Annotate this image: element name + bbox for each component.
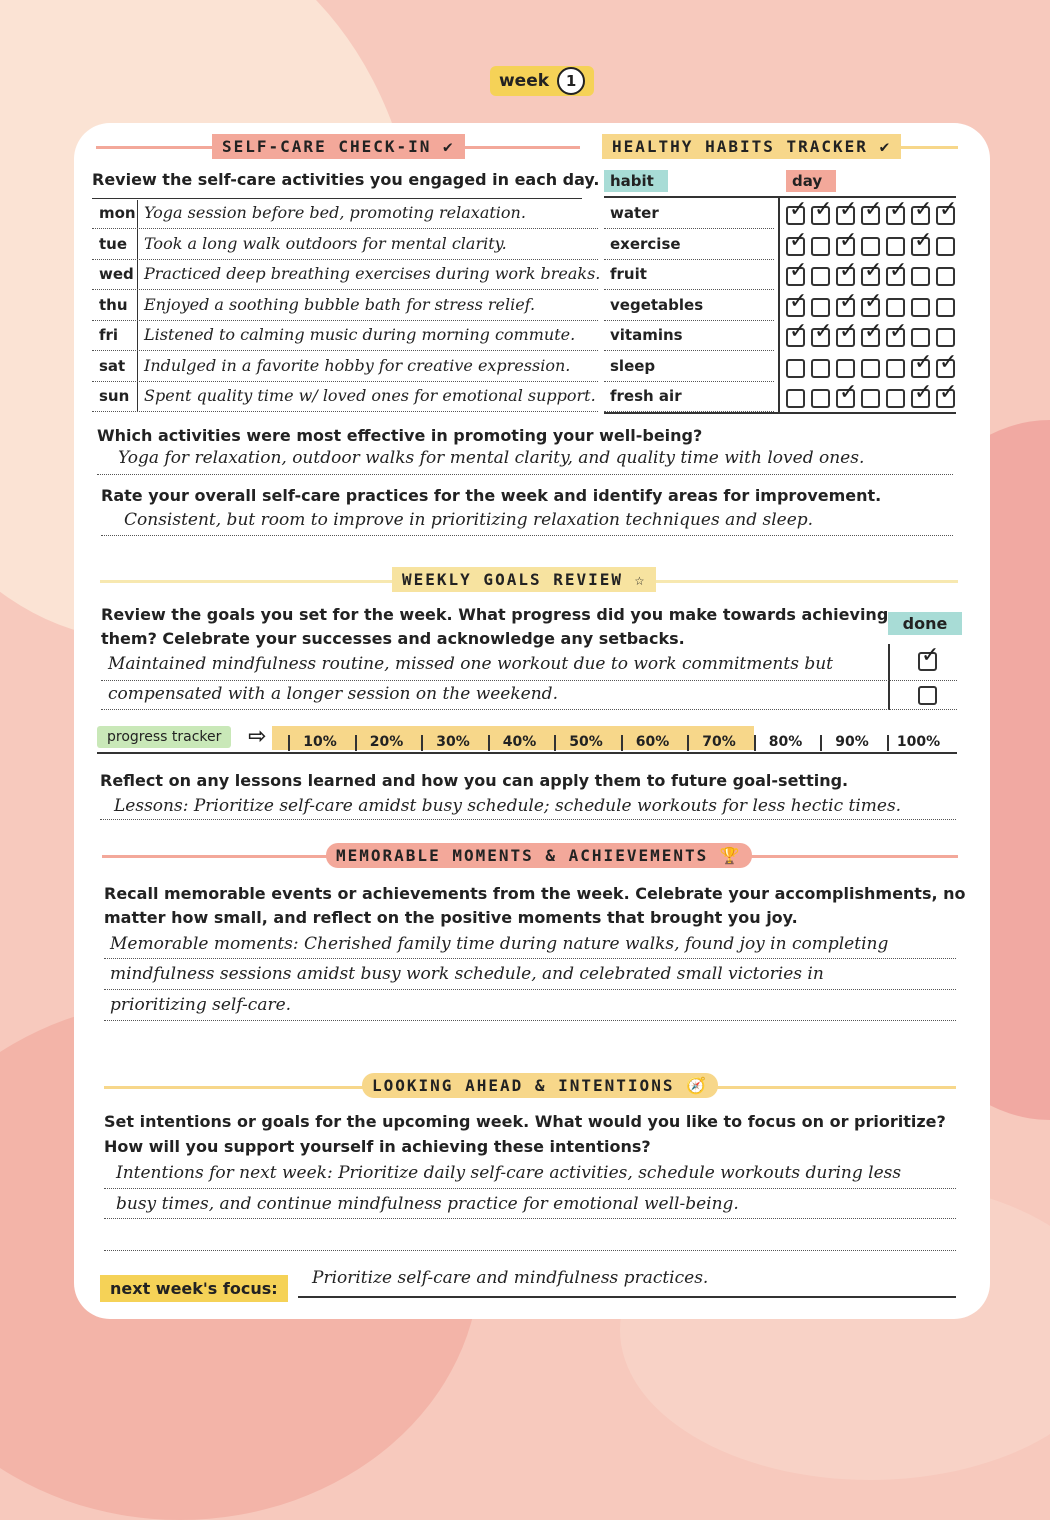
day-label: wed <box>99 265 134 283</box>
ahead-question-line2: How will you support yourself in achieving these intentions? <box>104 1137 651 1156</box>
habit-day-checkbox[interactable] <box>936 237 955 256</box>
progress-tick <box>820 735 822 751</box>
habit-rule <box>604 350 774 351</box>
done-divider <box>888 644 890 710</box>
day-label: fri <box>99 326 119 344</box>
habit-day-checkbox[interactable] <box>811 237 830 256</box>
habit-rule <box>604 228 774 229</box>
habit-day-checkbox[interactable] <box>886 389 905 408</box>
habit-name: water <box>610 204 659 222</box>
progress-tick <box>355 735 357 751</box>
habit-day-checkbox[interactable] <box>886 267 905 286</box>
progress-step-label: 90% <box>835 734 869 750</box>
habit-name: vitamins <box>610 326 683 344</box>
ahead-question-line1: Set intentions or goals for the upcoming week. What would you like to focus on or prioritize? <box>104 1112 946 1131</box>
ahead-answer-line1: Intentions for next week: Prioritize daily self-care activities, schedule workouts during less <box>116 1163 902 1183</box>
day-rule <box>92 259 598 260</box>
progress-step-label: 70% <box>702 734 736 750</box>
check-icon: ✔ <box>879 137 892 156</box>
habit-day-checkbox[interactable] <box>936 328 955 347</box>
progress-tick <box>687 735 689 751</box>
habit-day-checkbox[interactable] <box>786 359 805 378</box>
progress-tick <box>621 735 623 751</box>
habit-day-checkbox[interactable] <box>811 206 830 225</box>
habit-day-checkbox[interactable] <box>861 389 880 408</box>
habit-day-checkbox[interactable] <box>886 359 905 378</box>
goal-done-checkbox-1[interactable] <box>918 652 937 671</box>
day-label: sun <box>99 387 130 405</box>
habit-day-checkbox[interactable] <box>836 328 855 347</box>
habit-day-checkbox[interactable] <box>911 237 930 256</box>
habit-name: exercise <box>610 234 681 253</box>
day-label: tue <box>99 234 128 253</box>
day-label: mon <box>99 204 136 222</box>
habit-day-checkbox[interactable] <box>811 267 830 286</box>
habit-rule <box>604 289 774 290</box>
habit-name: vegetables <box>610 295 704 314</box>
week-number: 1 <box>557 67 585 95</box>
habit-day-checkbox[interactable] <box>886 206 905 225</box>
trophy-icon: 🏆 <box>719 846 742 865</box>
focus-line <box>298 1296 956 1298</box>
day-rule <box>92 228 598 229</box>
progress-tick <box>421 735 423 751</box>
habit-day-checkbox[interactable] <box>911 267 930 286</box>
lessons-question: Reflect on any lessons learned and how you can apply them to future goal-setting. <box>100 771 849 790</box>
star-icon: ☆ <box>634 570 647 589</box>
progress-step-label: 40% <box>502 734 537 750</box>
compass-icon: 🧭 <box>686 1076 709 1095</box>
moments-line2 <box>104 989 956 990</box>
habit-day-checkbox[interactable] <box>786 237 805 256</box>
habit-day-checkbox[interactable] <box>911 328 930 347</box>
habit-day-checkbox[interactable] <box>911 206 930 225</box>
habit-day-checkbox[interactable] <box>836 359 855 378</box>
habit-day-checkbox[interactable] <box>811 389 830 408</box>
moments-question-line1: Recall memorable events or achievements from the week. Celebrate your accomplishments, no <box>104 884 966 903</box>
goal-done-checkbox-2[interactable] <box>918 686 937 705</box>
goals-line1 <box>101 680 957 681</box>
progress-tick <box>288 735 290 751</box>
check-icon: ✔ <box>443 137 455 156</box>
habit-day-checkbox[interactable] <box>936 389 955 408</box>
progress-tick <box>488 735 490 751</box>
progress-step-label: 20% <box>369 734 404 750</box>
habit-day-checkbox[interactable] <box>786 389 805 408</box>
habit-day-checkbox[interactable] <box>936 359 955 378</box>
progress-baseline <box>97 752 957 754</box>
focus-answer: Prioritize self-care and mindfulness practices. <box>312 1268 709 1288</box>
progress-tick <box>554 735 556 751</box>
habit-day-checkbox[interactable] <box>786 298 805 317</box>
day-rule <box>92 289 598 290</box>
rate-line <box>101 535 953 536</box>
habit-day-checkbox[interactable] <box>836 206 855 225</box>
habit-day-checkbox[interactable] <box>911 359 930 378</box>
habit-rule <box>604 320 774 321</box>
week-label: week <box>498 71 550 91</box>
habit-day-checkbox[interactable] <box>861 237 880 256</box>
day-label: sat <box>99 356 126 375</box>
day-activity: Yoga session before bed, promoting relaxation. <box>144 203 526 222</box>
moments-question-line2: matter how small, and reflect on the positive moments that brought you joy. <box>104 908 798 927</box>
ahead-line1 <box>104 1188 956 1189</box>
ahead-answer-line2: busy times, and continue mindfulness practice for emotional well-being. <box>116 1194 739 1214</box>
progress-step-label: 80% <box>768 734 803 750</box>
habit-day-checkbox[interactable] <box>936 206 955 225</box>
ahead-title: LOOKING AHEAD & INTENTIONS 🧭 <box>362 1073 718 1098</box>
habit-day-checkbox[interactable] <box>936 267 955 286</box>
habit-day-checkbox[interactable] <box>786 206 805 225</box>
progress-tick <box>754 735 756 751</box>
selfcare-top-line <box>92 198 582 199</box>
moments-line3 <box>104 1020 956 1021</box>
moments-answer-line2: mindfulness sessions amidst busy work schedule, and celebrated small victories in <box>110 964 824 984</box>
habit-day-checkbox[interactable] <box>836 389 855 408</box>
habit-day-checkbox[interactable] <box>861 206 880 225</box>
day-rule <box>92 320 598 321</box>
habit-day-checkbox[interactable] <box>911 298 930 317</box>
progress-step-label: 60% <box>635 734 670 750</box>
habits-divider <box>778 198 780 412</box>
progress-step-label: 100% <box>896 734 941 750</box>
day-rule <box>92 381 598 382</box>
habit-day-checkbox[interactable] <box>886 328 905 347</box>
goals-line2 <box>101 709 957 710</box>
habits-bottom-line <box>604 412 956 414</box>
progress-step-label: 50% <box>569 734 603 750</box>
habit-day-checkbox[interactable] <box>861 359 880 378</box>
habits-title: HEALTHY HABITS TRACKER ✔ <box>602 134 901 159</box>
selfcare-prompt: Review the self-care activities you engaged in each day. <box>92 170 600 189</box>
rate-question: Rate your overall self-care practices for the week and identify areas for improvement. <box>101 486 882 505</box>
progress-arrow-icon: ⇨ <box>248 724 267 749</box>
habit-day-checkbox[interactable] <box>861 267 880 286</box>
habit-day-checkbox[interactable] <box>811 328 830 347</box>
habit-day-checkbox[interactable] <box>836 298 855 317</box>
progress-step-label: 10% <box>303 734 337 750</box>
selfcare-title: SELF-CARE CHECK-IN ✔ <box>212 134 465 159</box>
effective-answer: Yoga for relaxation, outdoor walks for mental clarity, and quality time with loved ones. <box>118 448 865 468</box>
focus-label: next week's focus: <box>100 1275 288 1302</box>
moments-answer-line1: Memorable moments: Cherished family time during nature walks, found joy in completing <box>110 934 889 954</box>
moments-line1 <box>104 958 956 959</box>
habit-day-checkbox[interactable] <box>886 237 905 256</box>
habit-day-checkbox[interactable] <box>786 267 805 286</box>
day-activity: Spent quality time w/ loved ones for emotional support. <box>144 386 596 405</box>
lessons-answer: Lessons: Prioritize self-care amidst busy schedule; schedule workouts for less hectic times. <box>114 796 902 816</box>
goals-question-line2: them? Celebrate your successes and acknowledge any setbacks. <box>101 629 685 648</box>
week-tag <box>490 66 594 96</box>
habit-name: fruit <box>610 265 647 283</box>
day-rule <box>92 411 598 412</box>
habit-day-checkbox[interactable] <box>811 298 830 317</box>
effective-question: Which activities were most effective in promoting your well-being? <box>97 426 703 445</box>
habit-day-checkbox[interactable] <box>786 328 805 347</box>
goals-answer-line1: Maintained mindfulness routine, missed one workout due to work commitments but <box>108 654 833 674</box>
progress-step-label: 30% <box>436 734 470 750</box>
progress-label: progress tracker <box>97 726 231 748</box>
habit-rule <box>604 259 774 260</box>
progress-tick <box>887 735 889 751</box>
day-column-header: day <box>786 170 836 192</box>
effective-line <box>97 474 953 475</box>
goals-question-line1: Review the goals you set for the week. What progress did you make towards achieving <box>101 605 889 624</box>
day-label: thu <box>99 295 128 314</box>
habit-name: sleep <box>610 356 656 375</box>
day-activity: Practiced deep breathing exercises during work breaks. <box>144 264 601 283</box>
goals-title: WEEKLY GOALS REVIEW ☆ <box>392 567 656 592</box>
habit-day-checkbox[interactable] <box>811 359 830 378</box>
day-activity: Enjoyed a soothing bubble bath for stress relief. <box>144 294 536 314</box>
habit-column-header: habit <box>604 170 668 192</box>
day-activity: Listened to calming music during morning commute. <box>144 325 576 344</box>
habit-rule <box>604 411 774 412</box>
ahead-line2 <box>104 1218 956 1219</box>
lessons-line <box>100 819 956 820</box>
day-rule <box>92 350 598 351</box>
goals-answer-line2: compensated with a longer session on the weekend. <box>108 684 558 704</box>
day-activity: Indulged in a favorite hobby for creative expression. <box>144 355 571 375</box>
habit-day-checkbox[interactable] <box>886 298 905 317</box>
ahead-line3 <box>104 1250 956 1251</box>
habit-day-checkbox[interactable] <box>836 267 855 286</box>
habit-rule <box>604 381 774 382</box>
rate-answer: Consistent, but room to improve in prioritizing relaxation techniques and sleep. <box>124 510 814 530</box>
moments-title: MEMORABLE MOMENTS & ACHIEVEMENTS 🏆 <box>326 843 752 868</box>
done-header: done <box>888 612 962 635</box>
day-activity: Took a long walk outdoors for mental clarity. <box>144 233 507 253</box>
moments-answer-line3: prioritizing self-care. <box>110 995 292 1015</box>
habit-name: fresh air <box>610 387 682 405</box>
habit-day-checkbox[interactable] <box>836 237 855 256</box>
habit-day-checkbox[interactable] <box>861 328 880 347</box>
habit-day-checkbox[interactable] <box>911 389 930 408</box>
habit-day-checkbox[interactable] <box>936 298 955 317</box>
habit-day-checkbox[interactable] <box>861 298 880 317</box>
